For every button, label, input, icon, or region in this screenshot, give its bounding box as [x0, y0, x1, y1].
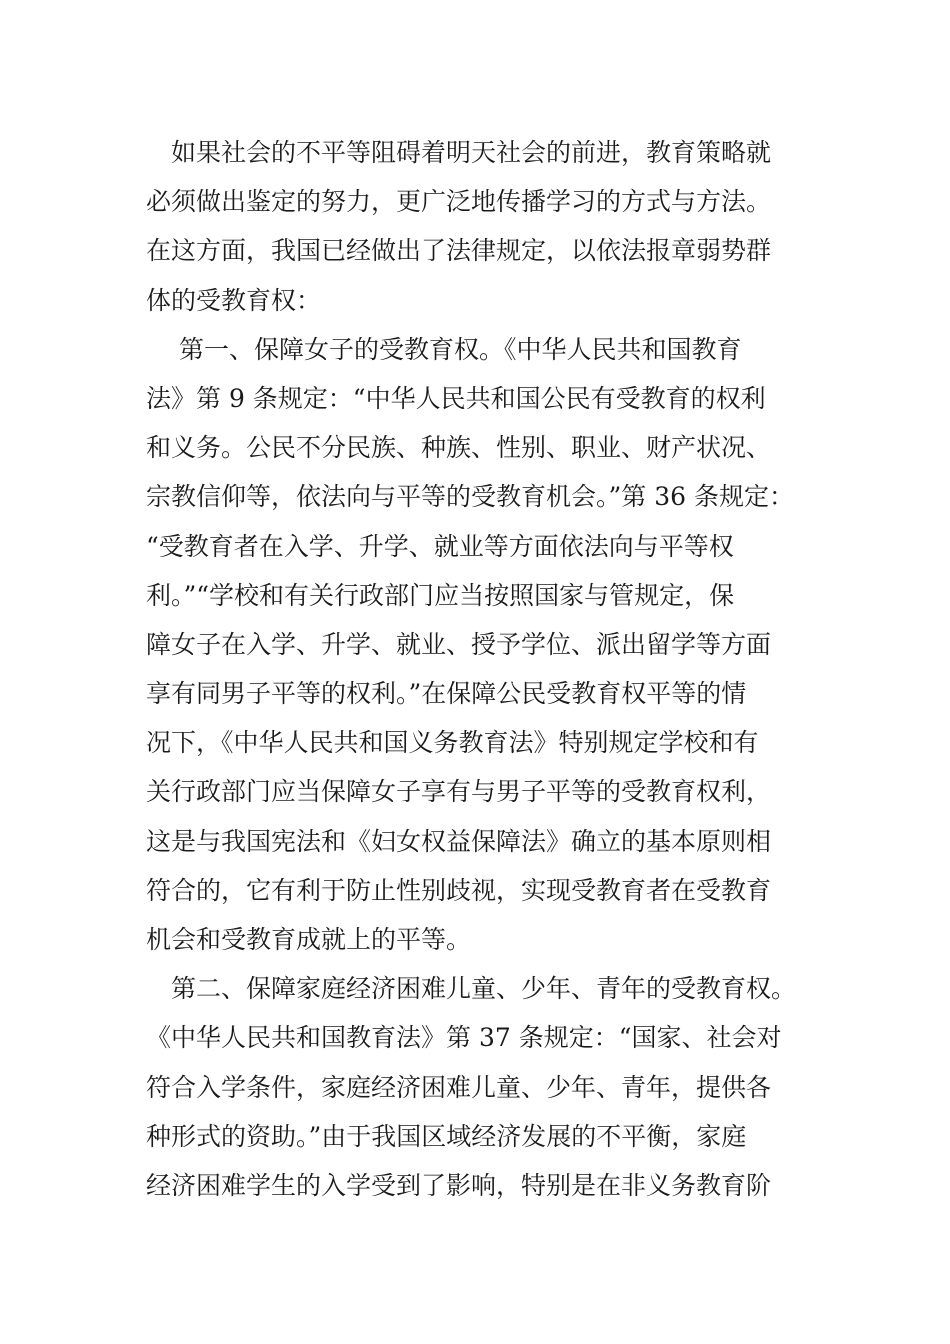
text-line: 关行政部门应当保障女子享有与男子平等的受教育权利，: [146, 777, 772, 807]
text-line: 体的受教育权：: [146, 285, 322, 315]
text-line: 如果社会的不平等阻碍着明天社会的前进，教育策略就: [146, 138, 772, 167]
text-line: 和义务。公民不分民族、种族、性别、职业、财产状况、: [146, 433, 772, 463]
text-line: 这是与我国宪法和《妇女权益保障法》确立的基本原则相: [146, 826, 772, 856]
text-line: “受教育者在入学、升学、就业等方面依法向与平等权: [146, 531, 734, 561]
text-line: 《中华人民共和国教育法》第 37 条规定：“国家、社会对: [146, 1023, 782, 1053]
text-line: 符合的，它有利于防止性别歧视，实现受教育者在受教育: [146, 875, 772, 905]
text-line: 第二、保障家庭经济困难儿童、少年、青年的受教育权。: [146, 974, 797, 1004]
text-line: 机会和受教育成就上的平等。: [146, 925, 472, 954]
text-line: 况下，《中华人民共和国义务教育法》特别规定学校和有: [146, 728, 759, 758]
text-line: 必须做出鉴定的努力，更广泛地传播学习的方式与方法。: [146, 187, 772, 217]
text-line: 享有同男子平等的权利。”在保障公民受教育权平等的情: [146, 679, 747, 709]
body-text: [146, 128, 846, 1210]
text-line: 障女子在入学、升学、就业、授予学位、派出留学等方面: [146, 629, 772, 659]
text-line: 法》第 9 条规定：“中华人民共和国公民有受教育的权利: [146, 383, 766, 413]
text-line: 宗教信仰等，依法向与平等的受教育机会。”第 36 条规定：: [146, 482, 794, 512]
text-line: 符合入学条件，家庭经济困难儿童、少年、青年，提供各: [146, 1072, 772, 1102]
text-line: 种形式的资助。”由于我国区域经济发展的不平衡，家庭: [146, 1121, 747, 1151]
text-line: 在这方面，我国已经做出了法律规定，以依法报章弱势群: [146, 236, 772, 266]
text-line: 第一、保障女子的受教育权。《中华人民共和国教育: [146, 334, 742, 364]
text-line: 利。”“学校和有关行政部门应当按照国家与管规定，保: [146, 580, 735, 610]
text-line: 经济困难学生的入学受到了影响，特别是在非义务教育阶: [146, 1170, 772, 1200]
